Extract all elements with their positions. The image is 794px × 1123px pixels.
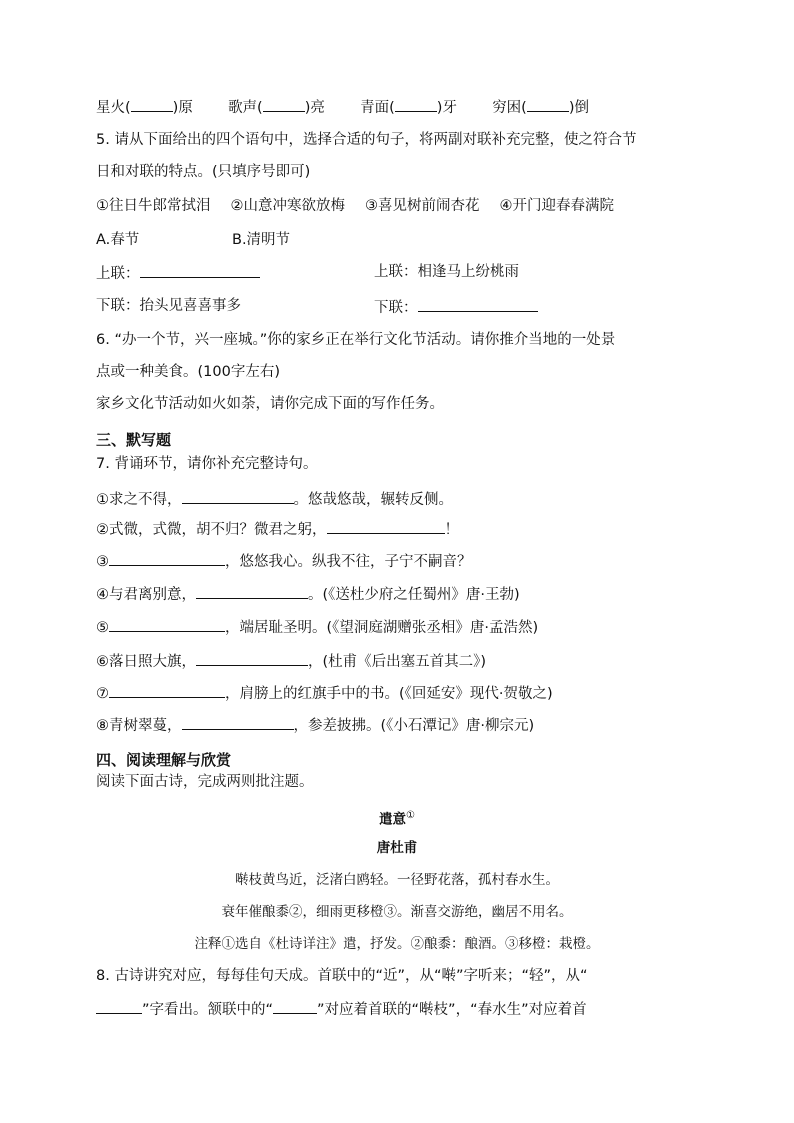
q5-couplet-b-lower [374, 296, 538, 318]
q7-l7-after: ，肩膀上的红旗手中的书。(《回延安》现代·贺敬之) [225, 686, 553, 702]
q7-l8-after: ，参差披拂。(《小石潭记》唐·柳宗元) [293, 718, 535, 734]
q5-prompt-line2: 日和对联的特点。(只填序号即可) [96, 164, 311, 180]
q5-a-upper-blank[interactable] [140, 262, 260, 278]
section-3-heading: 三、默写题 [96, 431, 172, 449]
q4-item-3-after: )牙 [436, 100, 457, 116]
q7-l5-after: ，端居耻圣明。(《望洞庭湖赠张丞相》唐·孟浩然) [225, 620, 539, 636]
q4-blank-2[interactable] [263, 96, 305, 112]
q7-blank-2[interactable] [327, 518, 445, 534]
q7-blank-6[interactable] [196, 650, 308, 666]
q8-blank-1[interactable] [96, 998, 142, 1014]
q4-blank-4[interactable] [527, 96, 569, 112]
q7-l3-before: ③ [96, 554, 109, 570]
poem-line-1: 啭枝黄鸟近，泛渚白鸥轻。一径野花落，孤村春水生。 [235, 872, 559, 888]
q7-line-8 [96, 714, 534, 736]
q4-item-3-before: 青面( [360, 100, 395, 116]
q5-option-1: ①往日牛郎常拭泪 [96, 198, 211, 214]
q7-line-1 [96, 488, 453, 510]
q7-l8-before: ⑧青树翠蔓， [96, 718, 182, 734]
q7-l1-before: ①求之不得， [96, 492, 182, 508]
q7-blank-5[interactable] [109, 616, 225, 632]
q7-blank-7[interactable] [109, 682, 225, 698]
q7-blank-3[interactable] [109, 550, 225, 566]
q7-blank-4[interactable] [196, 583, 308, 599]
q5-couplet-a-upper [96, 262, 260, 284]
poem-line-2: 衰年催酿黍②，细雨更移橙③。渐喜交游绝，幽居不用名。 [221, 904, 573, 920]
q7-l6-after: ，(杜甫《后出塞五首其二》) [308, 654, 487, 670]
q7-l1-after: 。悠哉悠哉，辗转反侧。 [293, 492, 453, 508]
q8-blank-2[interactable] [273, 998, 317, 1014]
q7-l6-before: ⑥落日照大旗， [96, 654, 196, 670]
q4-item-1-after: )原 [172, 100, 193, 116]
q7-line-6 [96, 650, 486, 672]
q7-intro: 7. 背诵环节，请你补充完整诗句。 [96, 456, 318, 472]
poem-title-text: 遣意 [379, 811, 407, 828]
q5-b-lower-label: 下联： [374, 300, 418, 316]
q8-line-2 [96, 998, 587, 1020]
q5-prompt-line1: 5. 请从下面给出的四个语句中，选择合适的句子，将两副对联补充完整，使之符合节 [96, 132, 637, 148]
q7-line-7 [96, 682, 553, 704]
q4-item-4-before: 穷困( [492, 100, 527, 116]
q8-l2-after: ”对应着首联的“啭枝”，“春水生”对应着首 [317, 1002, 587, 1018]
q4-blank-1[interactable] [131, 96, 173, 112]
poem-author: 唐杜甫 [376, 840, 418, 856]
q7-l2-before: ②式微，式微，胡不归？微君之躬， [96, 522, 327, 538]
q7-line-2 [96, 518, 459, 540]
q7-l4-before: ④与君离别意， [96, 587, 196, 603]
poem-title-note: ① [406, 810, 415, 821]
q4-item-1-before: 星火( [96, 100, 131, 116]
q8-l2-middle: ”字看出。颔联中的“ [142, 1002, 274, 1018]
q4-item-4-after: )倒 [568, 100, 590, 116]
q5-option-4: ④开门迎春春满院 [499, 198, 614, 214]
q4-item-2-before: 歌声( [228, 100, 263, 116]
sec4-intro: 阅读下面古诗，完成两则批注题。 [96, 774, 314, 790]
q8-line-1: 8. 古诗讲究对应，每每佳句天成。首联中的“近”，从“啭”字听来；“轻”，从“ [96, 968, 588, 984]
q7-blank-1[interactable] [182, 488, 294, 504]
q7-l5-before: ⑤ [96, 620, 109, 636]
q5-b-lower-blank[interactable] [418, 296, 538, 312]
poem-notes: 注释①选自《杜诗详注》遣，抒发。②酿黍：酿酒。③移橙：栽橙。 [194, 936, 600, 952]
q5-option-2: ②山意冲寒欲放梅 [230, 198, 345, 214]
q5-festival-b: B.清明节 [232, 232, 291, 248]
q6-prompt-line3: 家乡文化节活动如火如荼，请你完成下面的写作任务。 [96, 396, 444, 412]
q5-a-upper-label: 上联： [96, 266, 140, 282]
q5-option-3: ③喜见树前闹杏花 [365, 198, 480, 214]
q6-prompt-line2: 点或一种美食。(100字左右) [96, 364, 280, 380]
q7-l3-after: ，悠悠我心。纵我不往，子宁不嗣音？ [225, 554, 472, 570]
q5-couplet-a-lower: 下联：抬头见喜喜事多 [96, 298, 241, 314]
poem-title [96, 806, 698, 830]
q4-item-2-after: )亮 [304, 100, 325, 116]
q4-blank-3[interactable] [395, 96, 437, 112]
q7-l7-before: ⑦ [96, 686, 109, 702]
q7-line-5 [96, 616, 538, 638]
q5-couplet-b-upper: 上联：相逢马上纷桃雨 [374, 264, 519, 280]
q7-blank-8[interactable] [182, 714, 294, 730]
q5-options [96, 196, 614, 216]
q7-line-3 [96, 550, 472, 572]
section-4-heading: 四、阅读理解与欣赏 [96, 751, 232, 769]
q7-line-4 [96, 583, 520, 605]
q6-prompt-line1: 6. “办一个节，兴一座城。”你的家乡正在举行文化节活动。请你推介当地的一处景 [96, 332, 616, 348]
q7-l4-after: 。(《送杜少府之任蜀州》唐·王勃) [308, 587, 520, 603]
q4-row [96, 96, 589, 118]
q5-festival-a: A.春节 [96, 232, 140, 248]
q7-l2-after: ！ [444, 522, 459, 538]
